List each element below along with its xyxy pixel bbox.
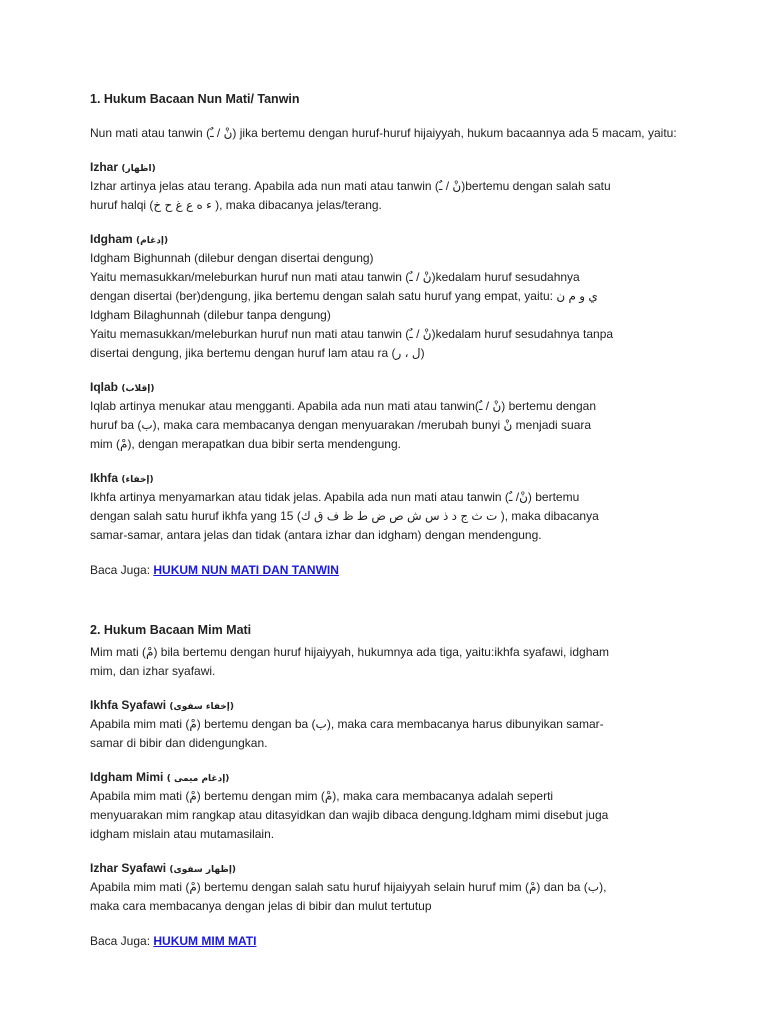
izhar-syafawi-heading (90, 860, 690, 878)
izhar-arabic: (اظهار) (121, 164, 156, 174)
izhar-block (90, 159, 690, 215)
baca-juga-2-prefix: Baca Juga: (90, 934, 154, 948)
idgham-line-2: Yaitu memasukkan/meleburkan huruf nun mati atau tanwin (نْ / ـٌ)kedalam huruf sesudahnya (90, 270, 580, 284)
section-2-intro (90, 643, 690, 681)
izhar-line-2: huruf halqi (ء ه ع غ ح خ ), maka dibacanya jelas/terang. (90, 198, 382, 212)
baca-juga-1 (90, 561, 690, 579)
document-body (90, 92, 690, 950)
baca-juga-2-link[interactable]: HUKUM MIM MATI (153, 934, 257, 948)
idgham-line-6: disertai dengung, jika bertemu dengan huruf lam atau ra (ل ، ر) (90, 346, 425, 360)
ikhfa-syafawi-line-2: samar di bibir dan didengungkan. (90, 736, 268, 750)
idgham-mimi-label: Idgham Mimi (90, 770, 164, 784)
izhar-syafawi-block (90, 860, 690, 916)
idgham-heading (90, 231, 690, 249)
baca-juga-2 (90, 932, 690, 950)
ikhfa-block (90, 470, 690, 545)
idgham-line-3: dengan disertai (ber)dengung, jika bertemu dengan salah satu huruf yang empat, yaitu: ي و م ن (90, 289, 598, 303)
idgham-mimi-line-3: idgham mislain atau mutamasilain. (90, 827, 275, 841)
idgham-line-1: Idgham Bighunnah (dilebur dengan disertai dengung) (90, 251, 374, 265)
section-1-intro: Nun mati atau tanwin (نْ / ـٌ) jika bertemu dengan huruf-huruf hijaiyyah, hukum bacaannya ada 5 macam, yaitu: (90, 126, 677, 140)
ikhfa-syafawi-arabic: (إخفاء سفوى) (169, 702, 235, 712)
idgham-block (90, 231, 690, 363)
section-2-title: 2. Hukum Bacaan Mim Mati (90, 623, 252, 637)
idgham-mimi-heading (90, 769, 690, 787)
izhar-heading (90, 159, 690, 177)
idgham-line-5: Yaitu memasukkan/meleburkan huruf nun mati atau tanwin (نْ / ـٌ)kedalam huruf sesudahnya tanpa (90, 327, 614, 341)
idgham-arabic: (إدغام) (136, 236, 169, 246)
iqlab-arabic: (إقلاب) (121, 384, 155, 394)
izhar-line-1: Izhar artinya jelas atau terang. Apabila ada nun mati atau tanwin (نْ / ـٌ)bertemu dengan salah satu (90, 179, 611, 193)
idgham-mimi-block (90, 769, 690, 844)
iqlab-block (90, 379, 690, 454)
izhar-syafawi-line-1: Apabila mim mati (مْ) bertemu dengan salah satu huruf hijaiyyah selain huruf mim (مْ) dan ba (ب), (90, 880, 607, 894)
izhar-label: Izhar (90, 160, 119, 174)
iqlab-line-3: mim (مْ), dengan merapatkan dua bibir serta mendengung. (90, 437, 401, 451)
izhar-syafawi-label: Izhar Syafawi (90, 861, 167, 875)
section-2-intro-line-2: mim, dan izhar syafawi. (90, 664, 216, 678)
section-1-title: 1. Hukum Bacaan Nun Mati/ Tanwin (90, 92, 300, 106)
idgham-label: Idgham (90, 232, 133, 246)
izhar-syafawi-arabic: (إظهار سفوى) (169, 865, 237, 875)
ikhfa-arabic: (إخفاء) (121, 475, 154, 485)
ikhfa-line-2: dengan salah satu huruf ikhfa yang 15 (ت ث ج د ذ س ش ص ض ط ظ ف ق ك ), maka dibacanya (90, 509, 599, 523)
iqlab-label: Iqlab (90, 380, 119, 394)
ikhfa-heading (90, 470, 690, 488)
baca-juga-1-link[interactable]: HUKUM NUN MATI DAN TANWIN (153, 563, 339, 577)
idgham-line-4: Idgham Bilaghunnah (dilebur tanpa dengung) (90, 308, 331, 322)
iqlab-heading (90, 379, 690, 397)
idgham-mimi-line-1: Apabila mim mati (مْ) bertemu dengan mim (مْ), maka cara membacanya adalah seperti (90, 789, 554, 803)
section-2-intro-line-1: Mim mati (مْ) bila bertemu dengan huruf hijaiyyah, hukumnya ada tiga, yaitu:ikhfa syafawi, idgham (90, 645, 610, 659)
ikhfa-label: Ikhfa (90, 471, 119, 485)
baca-juga-1-prefix: Baca Juga: (90, 563, 154, 577)
ikhfa-syafawi-line-1: Apabila mim mati (مْ) bertemu dengan ba (ب), maka cara membacanya harus dibunyikan samar- (90, 717, 604, 731)
idgham-mimi-arabic: ( إدغام ميمى) (166, 774, 230, 784)
idgham-mimi-line-2: menyuarakan mim rangkap atau ditasyidkan dan wajib dibaca dengung.Idgham mimi disebut juga (90, 808, 609, 822)
ikhfa-syafawi-label: Ikhfa Syafawi (90, 698, 167, 712)
izhar-syafawi-line-2: maka cara membacanya dengan jelas di bibir dan mulut tertutup (90, 899, 432, 913)
ikhfa-line-1: Ikhfa artinya menyamarkan atau tidak jelas. Apabila ada nun mati atau tanwin (نْ/ ـٌ) bertemu (90, 490, 580, 504)
iqlab-line-1: Iqlab artinya menukar atau mengganti. Apabila ada nun mati atau tanwin(نْ / ـٌ) bertemu dengan (90, 399, 596, 413)
ikhfa-syafawi-heading (90, 697, 690, 715)
ikhfa-line-3: samar-samar, antara jelas dan tidak (antara izhar dan idgham) dengan mendengung. (90, 528, 542, 542)
ikhfa-syafawi-block (90, 697, 690, 753)
iqlab-line-2: huruf ba (ب), maka cara membacanya dengan menyuarakan /merubah bunyi نْ menjadi suara (90, 418, 592, 432)
section-divider-space (90, 579, 690, 605)
